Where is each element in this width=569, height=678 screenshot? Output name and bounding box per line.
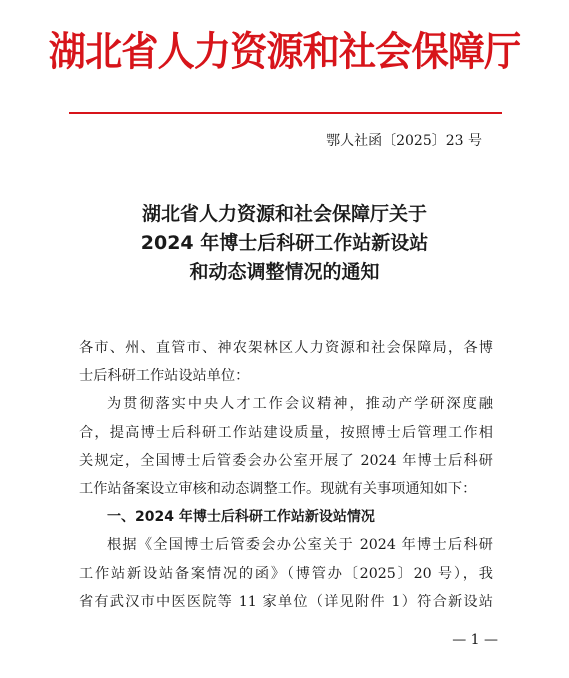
red-divider-rule xyxy=(69,112,502,114)
page-number: — 1 — xyxy=(452,632,498,648)
document-body xyxy=(79,334,493,616)
paragraph-line: 工作站新设站备案情况的函》（博管办〔2025〕20 号），我 xyxy=(79,565,493,582)
paragraph-line: 为贯彻落实中央人才工作会议精神，推动产学研深度融 xyxy=(107,396,493,413)
issuing-authority-header: 湖北省人力资源和社会保障厅 xyxy=(48,29,521,75)
document-number: 鄂人社函〔2025〕23 号 xyxy=(326,133,482,149)
paragraph-line: 根据《全国博士后管委会办公室关于 2024 年博士后科研 xyxy=(107,537,493,554)
paragraph-line: 合，提高博士后科研工作站建设质量，按照博士后管理工作相 xyxy=(79,424,493,441)
notice-title-line-1: 湖北省人力资源和社会保障厅关于 xyxy=(141,203,427,225)
section-heading: 一、2024 年博士后科研工作站新设站情况 xyxy=(107,509,375,526)
addressee-line: 各市、州、直管市、神农架林区人力资源和社会保障局，各博 xyxy=(79,340,493,356)
paragraph-line: 关规定，全国博士后管委会办公室开展了 2024 年博士后科研 xyxy=(79,452,493,469)
notice-title-line-2: 2024 年博士后科研工作站新设站 xyxy=(140,232,429,254)
paragraph-line: 工作站备案设立审核和动态调整工作。现就有关事项通知如下： xyxy=(79,480,477,497)
notice-title xyxy=(0,200,569,287)
addressee-line: 士后科研工作站设站单位： xyxy=(79,368,250,385)
notice-title-line-3: 和动态调整情况的通知 xyxy=(189,261,380,283)
paragraph-line: 省有武汉市中医医院等 11 家单位（详见附件 1）符合新设站 xyxy=(79,593,493,610)
